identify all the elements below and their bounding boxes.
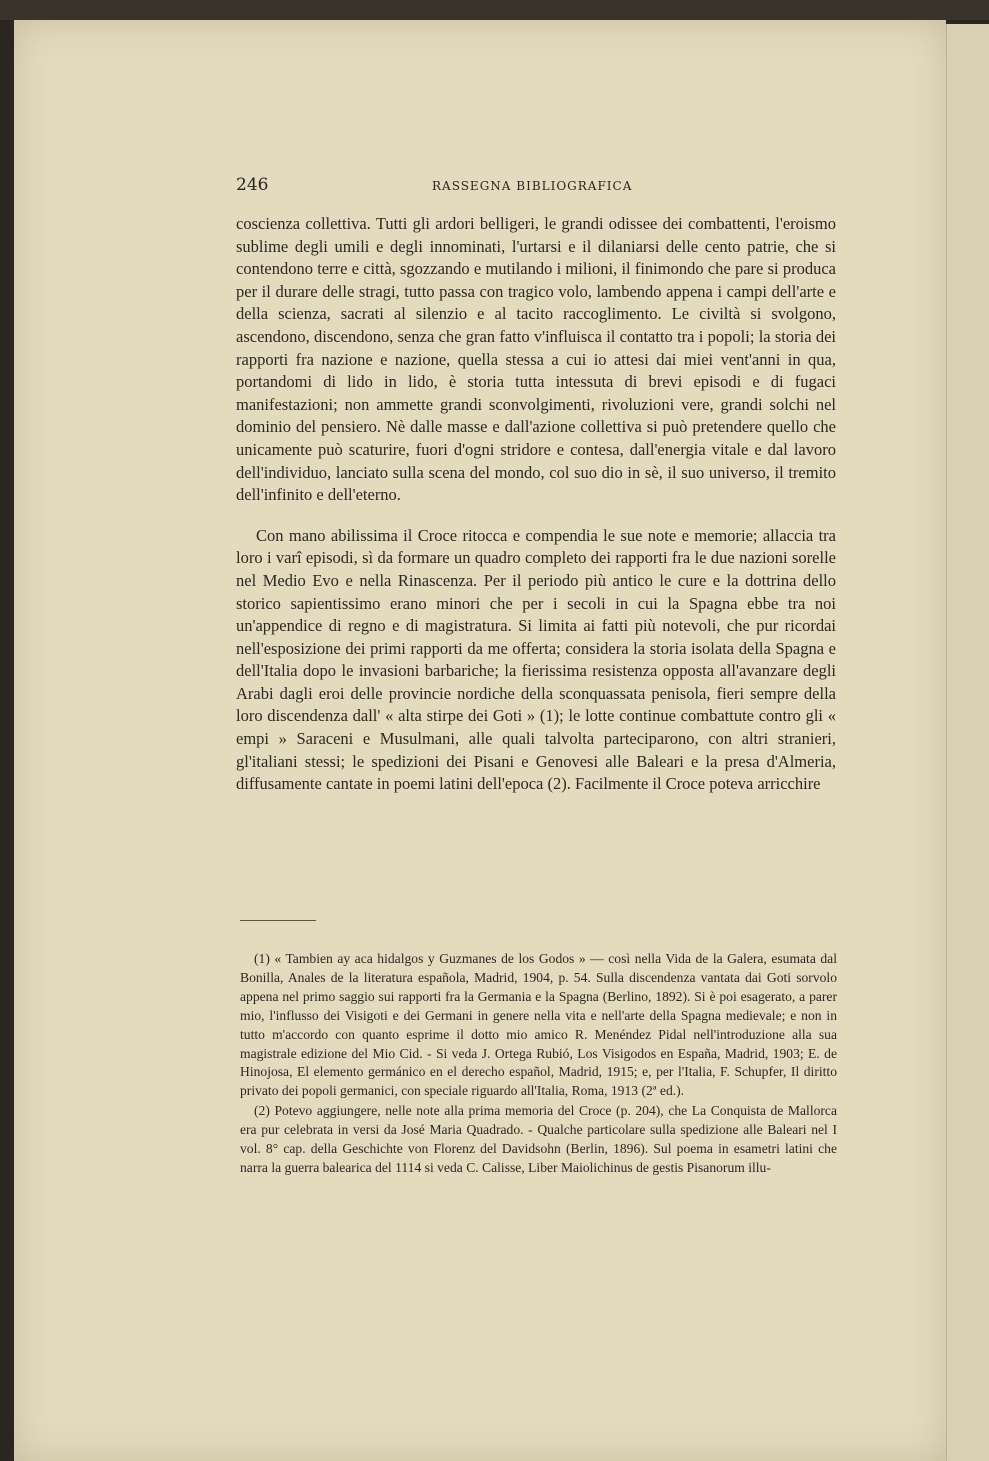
next-page-edge — [946, 24, 989, 1461]
footnote: (2) Potevo aggiungere, nelle note alla prima memoria del Croce (p. 204), che La Conquista de Mallorca era pur celebrata in versi da José Maria Quadrado. - Qualche particolare sulla spedizione alle Baleari nel I vol. 8° cap. della Geschichte von Florenz del Davidsohn (Berlin, 1896). Sul poema in esametri latini che narra la guerra balearica del 1114 si veda C. Calisse, Liber Maiolichinus de gestis Pisanorum illu- — [240, 1103, 837, 1175]
paragraph: coscienza collettiva. Tutti gli ardori belligeri, le grandi odissee dei combattenti, l'eroismo sublime degli umili e degli innominati, l'urtarsi e il dilaniarsi delle cento patrie, che si contendono terre e città, sgozzando e mutilando i milioni, il finimondo che pare si produca per il durare delle stragi, tutto passa con tragico volo, lambendo appena i campi dell'arte e della scienza, sacrati al silenzio e al tacito raccoglimento. Le civiltà si svolgono, ascendono, discendono, senza che gran fatto v'influisca il contatto tra i popoli; la storia dei rapporti fra nazione e nazione, quella stessa a cui io attesi dai miei vent'anni in qua, portandomi di lido in lido, è storia tutta intessuta di brevi episodi e di fugaci manifestazioni; non ammette grandi sconvolgimenti, rivoluzioni vere, grandi solchi nel dominio del pensiero. Nè dalle masse e dall'azione collettiva si può pretendere quello che unicamente può scaturire, fuori d'ogni stridore e contesa, dall'energia vitale e dal lavoro dell'individuo, lanciato sulla scena del mondo, col suo dio in sè, il suo universo, il tremito dell'infinito e dell'eterno. — [236, 214, 836, 505]
page-number: 246 — [236, 175, 269, 195]
footnote-separator — [240, 920, 316, 921]
body-text — [236, 213, 836, 796]
footnotes — [240, 950, 837, 1178]
page-header — [236, 175, 836, 197]
running-head: RASSEGNA BIBLIOGRAFICA — [432, 179, 633, 193]
scan-top-edge — [0, 0, 989, 20]
footnote: (1) « Tambien ay aca hidalgos y Guzmanes de los Godos » — così nella Vida de la Galera, esumata dal Bonilla, Anales de la literatura española, Madrid, 1904, p. 54. Sulla discendenza vantata dai Goti sorvolo appena nel primo saggio sui rapporti fra la Germania e la Spagna (Berlino, 1892). Si è poi esagerato, a parer mio, l'influsso dei Visigoti e dei Germani in genere nella vita e nell'arte della Spagna medievale; e non in tutto m'accordo con quanto esprime il dotto mio amico R. Menéndez Pidal nell'introduzione alla sua magistrale edizione del Mio Cid. - Si veda J. Ortega Rubió, Los Visigodos en España, Madrid, 1903; E. de Hinojosa, El elemento germánico en el derecho español, Madrid, 1915; e, per l'Italia, F. Schupfer, Il diritto privato dei popoli germanici, con speciale riguardo all'Italia, Roma, 1913 (2ª ed.). — [240, 951, 837, 1099]
paragraph: Con mano abilissima il Croce ritocca e compendia le sue note e memorie; allaccia tra loro i varî episodi, sì da formare un quadro completo dei rapporti fra le due nazioni sorelle nel Medio Evo e nella Rinascenza. Per il periodo più antico le cure e la dottrina dello storico sapientissimo erano minori che per i secoli in cui la Spagna ebbe tra noi un'appendice di regno e di magistratura. Si limita ai fatti più notevoli, che pur ricordai nell'esposizione dei primi rapporti da me offerta; considera la storia isolata della Spagna e dell'Italia dopo le invasioni barbariche; la fierissima resistenza opposta all'avanzare degli Arabi dagli eroi delle provincie nordiche della sconquassata penisola, fieri sempre della loro discendenza dall' « alta stirpe dei Goti » (1); le lotte continue combattute contro gli « empi » Saraceni e Musulmani, alle quali talvolta parteciparono, con altri stranieri, gl'italiani stessi; le spedizioni dei Pisani e Genovesi alle Baleari e la presa d'Almeria, diffusamente cantate in poemi latini dell'epoca (2). Facilmente il Croce poteva arricchire — [236, 525, 836, 794]
